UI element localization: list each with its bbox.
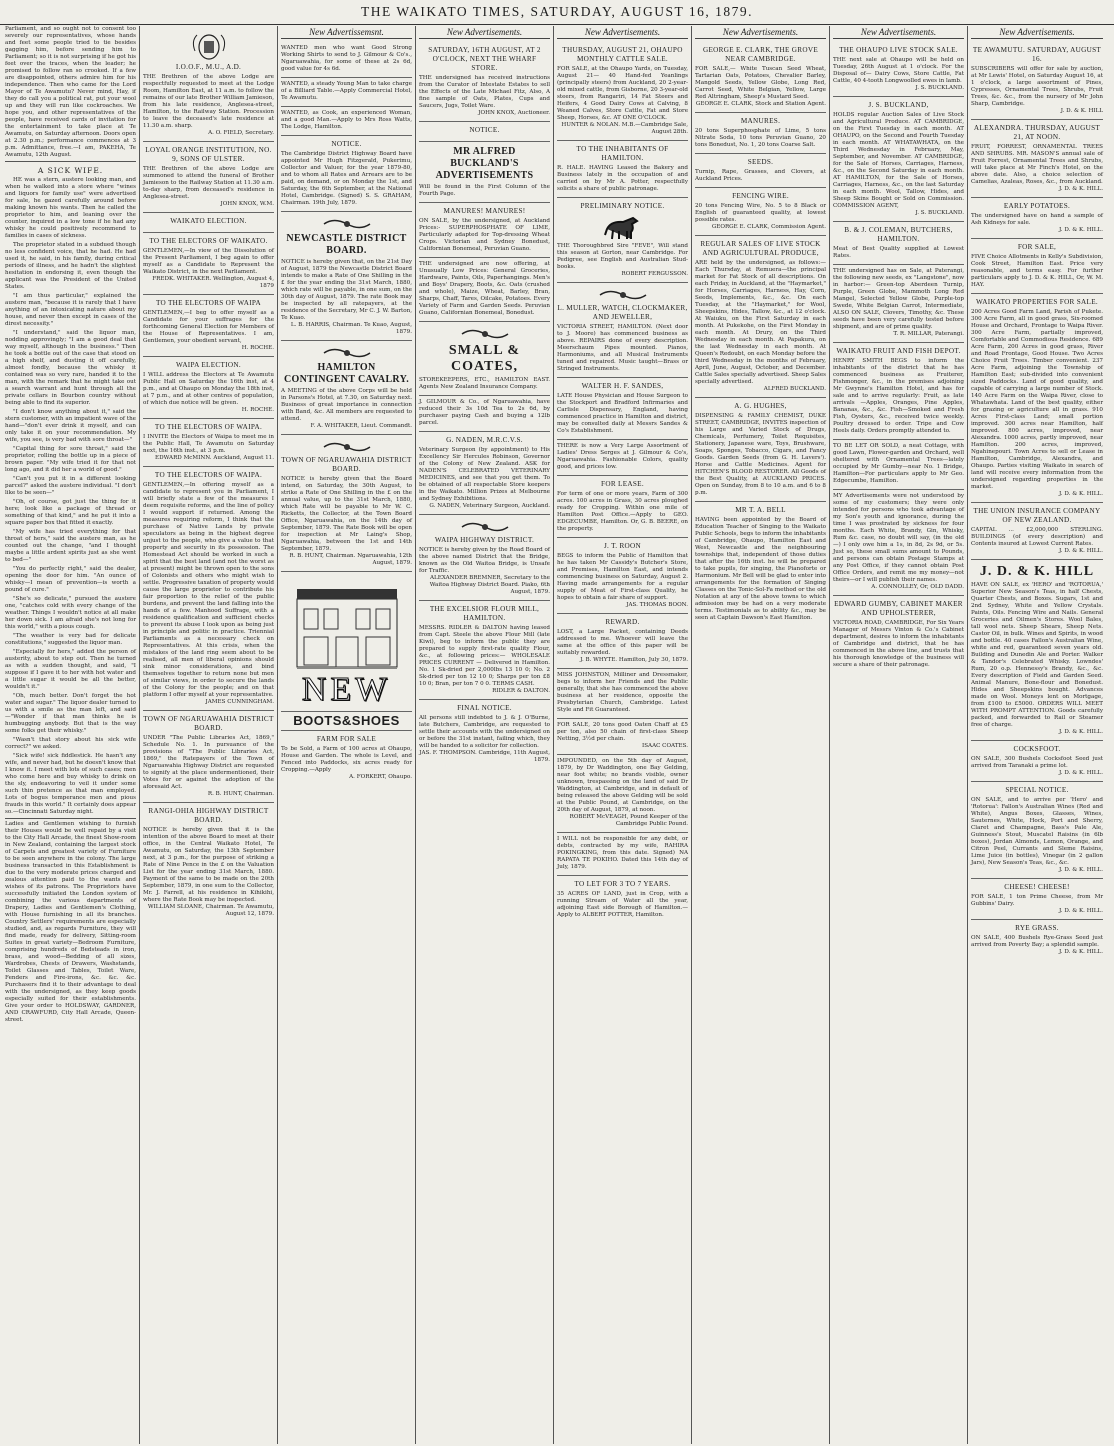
advertisement-title: LOYAL ORANGE INSTITUTION, NO. 9, SONS OF ULSTER.	[145, 146, 272, 163]
story-paragraph: "Wasn't that story about his sick wife correct?" we asked.	[5, 737, 136, 750]
advertisement	[971, 239, 1103, 294]
advertisement	[143, 803, 274, 922]
advertisement-body: HAVING been appointed by the Board of Education Teacher of Singing to the Waikato Public Schools, begs to inform the inhabitants of Cambridge, Ohaupo, Hamilton East and West, Newcastle and the neighbouring townships that, independent of those duties that after the 16th inst. he will be prepared to take pupils, for singing, the Pianoforte or Harmonium. Mr Bell will be glad to enter into arrangements for the formation of Singing Classes on the Tonic-Sol-Fa method or the old Notation at any of the above towns to which admission may be had on a very moderate terms. Testimonials as to ability &c., may be seen at Captain Dawson's East Hamilton.	[695, 517, 826, 621]
advertisement-signature: F. A. WHITAKER, Lieut. Commandt.	[310, 423, 412, 429]
advertisement-title: REWARD.	[605, 618, 640, 626]
advertisement-title: FOR LEASE.	[601, 480, 644, 488]
story-paragraph: "Can't you put it in a different looking parcel?" asked the austere individual. "I don't like to be seen—"	[5, 476, 136, 496]
advertisement-signature: G. NADEN, Veterinary Surgeon, Auckland.	[429, 503, 550, 509]
advertisement-body: 20 tons Fencing Wire, No. 5 to 8 Black or English of guaranteed quality, at lowest possible rates.	[695, 203, 826, 223]
advertisement	[419, 122, 550, 142]
advertisement-signature: J. D. & K. HILL.	[1059, 491, 1103, 497]
advertisement-title: WAIKATO PROPERTIES FOR SALE.	[975, 298, 1099, 306]
advertisement-title: A. G. HUGHES,	[734, 402, 787, 410]
advertisement-body: FRUIT, FORREST, ORNAMENTAL TREES AND SHRUBS. MR. MASON'S annual sale of Fruit Forrest, Ornamental Trees and Shrubs, will take place at Mr Finch's Hotel, on the above date. Also, a choice selection of Camelias, Azaleas, Roses, &c., from Auckland.	[971, 144, 1103, 185]
advertisement	[143, 26, 274, 142]
ornament-icon	[322, 217, 372, 231]
advertisement-title: SMALL & COATES,	[448, 343, 521, 374]
advertisement	[833, 42, 964, 97]
advertisement	[557, 42, 688, 141]
advertisement	[419, 42, 550, 122]
page-columns	[2, 26, 1112, 1444]
story-paragraph: "She's so delicate," pursued the austere one, "catches cold with every change of the weather. Things I wouldn't notice at all make her down sick. I am afraid she's not long for this world," with a pious cough.	[5, 596, 136, 630]
advertisement-signature: ROBERT FERGUSSON.	[621, 271, 688, 277]
advertisement-title: WAIPA ELECTION.	[176, 361, 241, 369]
advertisement-body: MISS JOHNSTON, Milliner and Dressmaker, begs to inform her Friends and the Public generally, that she has commenced the above business at her residence, opposite the Presbyterian Church, Cambridge. Latest Style and Fit Guaranteed.	[557, 672, 688, 713]
column-header: New Advertisements.	[833, 26, 964, 39]
advertisement-signature: J. D. & K. HILL.	[1059, 908, 1103, 914]
advertisement	[281, 435, 412, 572]
advertisement-signature: H. ROCHE.	[241, 345, 274, 351]
advertisement-body: LOST, a Large Packet, containing Deeds addressed to me. Whoever will leave the same at the office of this paper will be suitably rewarded.	[557, 629, 688, 656]
advertisement	[695, 398, 826, 502]
advertisement-signature: R. B. HUNT, Chairman.	[207, 791, 274, 797]
advertisement-body: NOTICE is hereby given that the Board intend, on Saturday, the 30th August, to strike a Rate of One Shilling in the £ on the annual value, up to the 31st March, 1880, which Rate will be payable to Mr W. C. Ricketts, the Collector, at the Town Board Office, Ngaruawahia, on the 14th day of September, 1879. The Rate Book will be open for inspection at Mr Laing's Shop, Ngaruawahia, between the 1st and 14th September, 1879.	[281, 476, 412, 552]
story-body	[5, 177, 136, 816]
advertisement-title: TOWN OF NGARUAWAHIA DISTRICT BOARD.	[143, 715, 274, 732]
advertisement-title: FENCING WIRE.	[732, 192, 789, 200]
advertisement-title: THE OHAUPO LIVE STOCK SALE.	[839, 46, 958, 54]
advertisement-title: FINAL NOTICE.	[457, 704, 512, 712]
advertisement-title: WAIKATO FRUIT AND FISH DEPOT.	[836, 347, 961, 355]
story-paragraph: "Especially for hers," added the person of austerity, about to step out. Then he turned as with a sudden thought, and said, "I suppose if I gave it to her with hot water and a little sugar it would be all the better, wouldn't it."	[5, 649, 136, 690]
advertisement-signature: J. D. & K. HILL.	[1059, 548, 1103, 554]
advertisement-signature: J. D. & K. HILL.	[1059, 186, 1103, 192]
advertisement-signature: A. O. FIELD, Secretary.	[208, 130, 274, 136]
divider	[5, 818, 136, 819]
advertisement-signature: J. D. & K. HILL.	[1059, 729, 1103, 735]
advertisement	[971, 294, 1103, 503]
story-paragraph: "Oh, much better. Don't forget the hot water and sugar." The liquor dealer turned to us with a smile as the man left, and said—"Wonder if that man thinks he is humbugging anybody. But that is the way some folks get their whisky."	[5, 693, 136, 734]
advertisement	[557, 476, 688, 538]
column-2	[140, 26, 278, 1444]
advertisement-title: EDWARD GUMBY, CABINET MAKER AND UPHOLSTERER,	[834, 600, 963, 617]
advertisement-body: LATE House Physician and House Surgeon to the Stockport and Bradford Infirmaries and Carlisle Dispensary, England, having commenced practice in Hamilton and district, may be consulted daily at Messrs Sandes & Co's Establishment.	[557, 393, 688, 434]
advertisement	[281, 107, 412, 136]
advertisement-body: STOREKEEPERS, ETC., HAMILTON EAST. Agents New Zealand Insurance Company.	[419, 377, 550, 390]
advertisement	[971, 503, 1103, 560]
advertisement-signature: WILLIAM SLOANE, Chairman. Te Awamutu, August 12, 1879.	[147, 904, 274, 917]
advertisement-body: MY Advertisements were not understood by some of my customers; they were only intended for persons who took advantage of my Son's youth and ignorance, during the time I was prostrated by sickness for four months. Each White, Brandy, Gin, Whisky, Rum &c. case, no doubt will say, (in the old —) I only owe him a 1s, in 8d, 2s 9d, or 5s. Just so, these small sums amount to Pounds, and persons can obtain Postage Stamps at any Post Office, if they cannot obtain Post Office Orders, and remit me my money—not theirs—or I will publish their names.	[833, 493, 964, 583]
advertisement-body: THE next sale at Ohaupo will be held on Tuesday, 26th August at 1 o'clock. For the Disposal of— Dairy Cows, Store Cattle, Fat Cattle, 40 4-tooth Longwoolled ewes in lamb.	[833, 57, 964, 84]
advertisement-signature: JOHN KNOX, W.M.	[220, 201, 274, 207]
advertisement	[971, 879, 1103, 920]
advertisement	[695, 113, 826, 154]
advertisement	[557, 669, 688, 719]
ornament-icon	[322, 346, 372, 360]
ornament-icon	[460, 327, 510, 341]
advertisement	[281, 712, 412, 731]
advertisement-body: ON SALE, 400 Bushels Rye-Grass Seed just arrived from Poverty Bay; a splendid sample.	[971, 935, 1103, 948]
column-6	[692, 26, 830, 1444]
advertisement-signature: T. R. MILLAR, Paterangi.	[893, 331, 964, 337]
advertisement	[143, 295, 274, 357]
advertisement-body: For term of one or more years, Farm of 300 acres. 100 acres in Grass, 30 acres ploughed ready for Cropping. Within one mile of Hamilton Post Office.—Apply to GEO. EDGECUMBE, Hamilton. Or, G. B. BEERE, on the property.	[557, 491, 688, 532]
advertisement-title: TE AWAMUTU. SATURDAY, AUGUST 16.	[972, 46, 1102, 63]
advertisement	[281, 731, 412, 785]
advertisement-title: SPECIAL NOTICE.	[1005, 786, 1069, 794]
advertisement	[419, 203, 550, 258]
advertisement-body: The undersigned have on hand a sample of Ash Kidneys for sale.	[971, 213, 1103, 226]
advertisement-signature: GEORGE E. CLARK, Stock and Station Agent.	[695, 101, 826, 107]
advertisement-signature: A. FORKERT, Ohaupo.	[349, 774, 412, 780]
advertisement-title: SATURDAY, 16TH AUGUST, AT 2 O'CLOCK, NEXT THE WHARF STORE.	[428, 46, 541, 72]
advertisement	[143, 711, 274, 803]
advertisement	[419, 396, 550, 432]
advertisement-signature: RIDLER & DALTON.	[492, 688, 550, 694]
advertisement-title: HAMILTON CONTINGENT CAVALRY.	[283, 362, 410, 385]
advertisement	[833, 97, 964, 222]
advertisement-signature: ALEXANDER BREMNER, Secretary to the Waitoa Highway District Board. Piako, 6th August, 1879.	[429, 575, 550, 595]
advertisement-title: MR T. A. BELL	[735, 506, 786, 514]
advertisement-body: FOR SALE,— White Tuscan Seed Wheat, Tartarian Oats, Potatoes, Chevalier Barley, Mangold Seeds, Yellow Globe, Long Red, Carrot Seed, White Belgian, Yellow, Large Red Altringham, Sheep's Mustard Seed.	[695, 66, 826, 100]
advertisement-title: SEEDS.	[747, 158, 774, 166]
advertisement-title: RYE GRASS.	[1015, 924, 1059, 932]
advertisement	[695, 154, 826, 188]
story-paragraph: "Capital thing for sore throat," said the proprietor, rolling the bottle up in a piece of brown paper. "My wife tried it for that not long ago, and it did her a world of good."	[5, 446, 136, 473]
advertisement-body: IMPOUNDED, on the 5th day of August, 1879, by Dr Waddington, one Bay Gelding, near foot white; no brands visible, owner unknown, trespassing on the land of said Dr Waddington, at Cambridge, and in default of being released the above Gelding will be sold at the Public Pound, at Cambridge, on the 20th day of August, 1879, at noon.	[557, 758, 688, 813]
masthead: THE WAIKATO TIMES, SATURDAY, AUGUST 16, 1879.	[0, 0, 1114, 25]
advertisement-title: MANURES.	[740, 117, 781, 125]
advertisement	[971, 741, 1103, 782]
advertisement-body: THE undersigned has received instructions from the Curator of Intestate Estates to sell the Effects of the Late Michael Fitz, Also, A fine sample of Oats, Plates, Cups and Saucers, Jugs, Toilet Ware.	[419, 75, 550, 109]
advertisement	[419, 142, 550, 203]
advertisement	[557, 755, 688, 833]
advertisement	[419, 322, 550, 396]
advertisement-body: THERE is now a Very Large Assortment of Ladies' Dress Serges at J. Gilmour & Co's, Ngaruawahia. Fashionable Colors, quality good, and prices low.	[557, 443, 688, 470]
advertisement	[971, 560, 1103, 741]
advertisement	[143, 213, 274, 233]
story-paragraph: "Sick wife! sick fiddlestick. He hasn't any wife, and never had, but he doesn't know that I know it. I meet with lots of such cases; men who come here and buy whisky to drink on the sly, endeavoring to veil it under some such thin pretence as that man employed. Lots of bogus temperance men and pious frauds in this world." It certainly does appear so.—Cincinnati Saturday night.	[5, 753, 136, 815]
advertisement	[833, 343, 964, 440]
advertisement-signature: J. D. & K. HILL.	[1059, 770, 1103, 776]
advertisement-title: THE EXCELSIOR FLOUR MILL, HAMILTON.	[429, 605, 540, 622]
lodge-crest-icon	[189, 31, 229, 61]
advertisement	[695, 502, 826, 626]
advertisement	[143, 467, 274, 711]
advertisement-signature: J. D. & K. HILL.	[1059, 227, 1103, 233]
advertisement-body: FOR SALE, 1 ton Prime Cheese, from Mr Gubbins' Dairy.	[971, 894, 1103, 907]
column-header: New Advertisements.	[557, 26, 688, 39]
advertisement-body: FOR SALE, 20 tons good Oaten Chaff at £5 per ton, also 50 chain of first-class Sheep Netting, 3½d per chain.	[557, 722, 688, 742]
advertisement-title: COCKSFOOT.	[1013, 745, 1061, 753]
advertisement-title: TOWN OF NGARUAWAHIA DISTRICT BOARD.	[281, 456, 412, 473]
advertisement	[281, 572, 412, 712]
advertisement	[557, 440, 688, 476]
advertisement-body: HENRY SMITH BEGS to inform the inhabitants of the district that he has commenced business as Fruiterer, Fishmonger, &c., in the premises adjoining Mr Gwynne's Hamilton Hotel, and has for sale and to arrive regularly: Fruit, as late arrivals —Apples, Oranges, Pine Apples, Bananas, &c., &c. Fish—Smoked and Fresh Fish, Oysters, &c., received twice weekly. Poultry dressed to order. Tripe and Cow Heels daily. Orders promptly attended to.	[833, 358, 964, 434]
advertisement-body: A MEETING of the above Corps will be held in Parsons's Hotel, at 7.30, on Saturday next. Business of great importance in connection with Band, &c. All members are requested to attend.	[281, 388, 412, 422]
story-paragraph: HE was a stern, austere looking man, and when he walked into a store where "wines and liquors for family use" were advertised for sale, he gazed carefully around before making known his wants. Then he called the proprietor to him, and leaning over the counter, inquired in a low tone if he had any whisky he could positively recommend to families in cases of sickness.	[5, 177, 136, 239]
advertisement-body: All persons still indebted to J. & J. O'Burne, late Butchers, Cambridge, are requested to settle their accounts with the undersigned on or before the 31st instant, failing which, they will be handed to a solicitor for collection.	[419, 715, 550, 749]
advertisement-body: FIVE Choice Allotments in Kelly's Subdivision, Cook Street, Hamilton East. Price very reasonable, and terms easy. For further particulars apply to J. D. & K. HILL, Or, W. M. HAY.	[971, 254, 1103, 288]
advertisement	[557, 378, 688, 440]
store-building-icon	[292, 579, 402, 669]
advertisement-title: NOTICE.	[331, 140, 362, 148]
ornament-icon	[598, 288, 648, 302]
advertisement-title: TO THE ELECTORS OF WAIKATO.	[149, 237, 268, 245]
advertisement-title: TO THE ELECTORS OF WAIPA	[155, 299, 262, 307]
advertisement-title: NEWCASTLE DISTRICT BOARD.	[286, 233, 407, 256]
story-paragraph: "My wife has tried everything for that throat of hers," said the austere man, as he counted out the change, "and I thought maybe a little ardent spirits just as she went to bed—"	[5, 529, 136, 563]
advertisement-body: NOTICE is hereby given that it is the intention of the above Board to meet at their office, in the Central Waikato Hotel, Te Awamutu, on Saturday, the 13th September next, at 3 p.m., for the purpose of striking a Rate of Nine Pence in the £ on the Valuation List for the year ending 31st March, 1880. Payment of the same to be made on the 20th September, 1879, in one sum to the Collector, Mr. J. Farrell, at his residence in Kihikihi, where the Rate Book may be inspected.	[143, 827, 274, 903]
advertisement	[557, 719, 688, 755]
story-lead: Parliament, and so ought not to consent too severely our representatives, whose hands and feet some people tried to tie besides gagging him, before sending him to Parliament; so it is not surprising if he got his feet over the traces, when the leader; he promised to follow ran so crooked. If a few are disappointed, others admire him for his independence. Then who came for the Lord Mayor of Te Awamutu? Never mind, Hay, if they do call you a political rat, put your wool up and they will run like cockroaches. We hope you, and other representatives of the people, have received cards of invitation for the entertainment to take place at Te Awamutu, on Saturday afternoon. Doors open at 2.30 p.m.; performance commences at 3 p.m. Admittance, free.—I am, PAKEHA, Te Awamutu, 12th August.	[5, 26, 136, 158]
advertisement-signature: ISAAC COATES.	[641, 743, 688, 749]
advertisement-title: GEORGE E. CLARK, THE GROVE NEAR CAMBRIDGE.	[702, 46, 819, 63]
advertisement-title: MANURES! MANURES!	[443, 207, 526, 215]
advertisement	[833, 490, 964, 596]
advertisement-body: THE Brethren of the above Lodge are respectfully requested to meet at the Lodge Room, Hamilton East, at 11 a.m. to follow the remains of our late Brother William Jamieson, from his late residence, Anglesea-street, Hamilton, to the Railway Station. Procession to leave the deceased's late residence at 11.30 a.m. sharp.	[143, 74, 274, 129]
advertisement	[143, 419, 274, 467]
advertisement-body: CAPITAL ... £2,000,000 STERLING. BUILDINGS (of every description) and Contents insured at Lowest Current Rates.	[971, 527, 1103, 547]
advertisement-body: GENTLEMEN,—In offering myself as a candidate to represent you in Parliament, I will briefly state a few of the measures I deem requisite reforms, and the line of policy I would support if returned. Among the measures requiring reform, I think that the purchase of Native Lands by private speculators as being in the highest degree unjust to the people, who give a value to that property and security in its possession. The Homestead Act should be worked in such a spirit that the best land (and not the worst as at present) might be thrown open to the sons of Colonists and others who might wish to settle. Progressive taxation of property would cause the large proprietor to contribute his fair proportion to the relief of the public burdens, and prevent the land falling into the hands of a few. Manhood Suffrage, with a residence qualification and sufficient checks to prevent its abuse I look upon as being just in principle and politic in practice. Triennial Parliaments as a necessary check on Representatives. At this crisis, when the mistakes of the land ring seem about to be realised, all men of liberal opinions should sink minor considerations, and bind themselves together to return none but men of similar views, in order to secure the lands of the Colony for the people; and on that platform I offer myself at your representative.	[143, 482, 274, 698]
advertisement-body: ON SALE, 300 Bushels Cocksfoot Seed just arrived from Taranaki a prime lot.	[971, 756, 1103, 769]
advertisement-title: J. T. ROON	[603, 542, 642, 550]
advertisement-signature: J. B. WHYTE. Hamilton, July 30, 1879.	[580, 657, 688, 663]
advertisement-body: NOTICE is hereby given that, on the 21st Day of August, 1879 the Newcastle District Board intends to make a Rate of One Shilling in the £ for the year ending the 31st March, 1880, which rate will be payable, in one sum, on the 30th day of August, 1879. The rate Book may be inspected by all ratepayers, at the residence of the Secretary, Mr C. J. W. Barton, Te Kuao.	[281, 259, 412, 321]
advertisement-body: UNDER "The Public Libraries Act, 1869," Schedule No. 1. In pursuance of the provisions of "The Public Libraries Act, 1869," the Ratepayers of the Town of Ngaruawahia Highway District are requested to signify at the place undermentioned, their Votes for or against the adoption of the aforesaid Act.	[143, 735, 274, 790]
advertisement	[557, 538, 688, 614]
advertisement	[281, 42, 412, 78]
advertisement	[695, 236, 826, 398]
advertisement	[281, 341, 412, 435]
advertisement-body: DISPENSING & FAMILY CHEMIST, DUKE STREET, CAMBRIDGE, INVITES inspection of his Large and Varied Stock of Drugs, Chemicals, Perfumery, Toilet Requisites, Stationery, Japanese ware, Toys, Brushware, Soaps, Sponges, Tobacco, Cigars, and Fancy Goods. Garden Seeds (from G. H. Lavers'). Horse and Cattle Medicines. Agent for HITCHEN'S BLOOD RESTORER. All Goods of the Best Quality, at AUCKLAND PRICES. Open on Sunday, from 8 to 10 a.m. and 6 to 8 p.m.	[695, 413, 826, 496]
column-7	[830, 26, 968, 1444]
advertisement-body: I WILL not be responsible for any debt, or debts, contracted by my wife, RAHIRA POKINGKING, from this date. Signed) NA RAPATA TE POKIHO. Dated this 14th day of July, 1879.	[557, 836, 688, 870]
advertisement-body: MESSRS. RIDLER & DALTON having leased from Capt. Steele the above Flour Mill (late Kiwi), beg to inform the public they are prepared to supply first-rate quality Flour, &c., at following prices:— WHOLESALE PRICES CURRENT — Delivered in Hamilton. No. 1 Sk-dried per 2,000lbs 13 10 0; No. 2 Sk-dried per ton 12 10 0; Sharps per ton £8 10 0; Bran, per ton 7 0 0. TERMS CASH.	[419, 625, 550, 687]
advertisement-body: NOTICE is hereby given by the Road Board of the above named District that the Bridge, known as the Old Waitoa Bridge, is Unsafe for Traffic.	[419, 547, 550, 574]
closing-advertisement: Ladies and Gentlemen wishing to furnish their Houses would be well repaid by a visit to the City Hall Arcade, the finest Show-room in New Zealand, containing the largest stock of Carpets and greatest variety of Furniture to be seen anywhere in the colony. The large business transacted in this Establishment is due to the very moderate prices charged and zealous attention paid to the wants and wishes of its patrons. The Proprietors have successfully initiated the London system of combining the various departments of Drapery, Ladies and Gentlemen's Clothing, with House furnishing in all its branches. Country Settlers' requirements are especially studied, and, as regards Furniture, they will find made, ready for delivery, Sitting-room Suites in great variety—Bedroom Furniture, comprising hundreds of Bedsteads in iron, brass, and wood—Bedding of all sizes, Wardrobes, Chests of Drawers, Washstands, Toilet Glasses and Tables, Toilet Ware, Fenders and Fire-irons, &c. &c. &c. Purchasers find it to their advantage to deal with the undersigned, as they keep goods especially suited for their establishments. Give your order to HOLDSWAY, GARDNER, AND CRAWFURD, City Hall Arcade, Queen-street.	[5, 821, 136, 1023]
advertisement-title: MR ALFRED BUCKLAND'S ADVERTISEMENTS	[435, 146, 534, 181]
advertisement-title: J. S. BUCKLAND,	[868, 101, 929, 109]
advertisement	[833, 440, 964, 490]
advertisement	[833, 222, 964, 265]
advertisement-title: FOR SALE,	[1017, 243, 1057, 251]
advertisement	[557, 614, 688, 669]
advertisement-body: THE undersigned are now offering, at Unusually Low Prices: General Groceries, Hardware, Paints, Oils, Paperhangings. Men's and Boys' Drapery, Boots, &c. Oats (crushed and whole), Maize, Wheat, Barley, Bran, Sharps, Chaff, Tares, Oilcake, Potatoes. Every Variety of Farm and Garden Seeds. Peruvian Guano, Californian Bonemeal, Bonedust.	[419, 261, 550, 316]
advertisement-title: TO THE ELECTORS OF WAIPA.	[154, 423, 263, 431]
advertisement-signature: EDWARD McMINN. Auckland, August 11.	[155, 455, 274, 461]
column-header: New Advertisements.	[971, 26, 1103, 39]
advertisement-title: WALTER H. F. SANDES,	[581, 382, 664, 390]
advertisement-body: WANTED, as Cook, an experienced Woman, and a good Man.—Apply to Mrs Ross Watts, The Lodge, Hamilton.	[281, 110, 412, 130]
column-header: New Advertissemsnt.	[281, 26, 412, 39]
advertisement-title: RANGI-OHIA HIGHWAY DISTRICT BOARD.	[148, 807, 269, 824]
column-header: New Advertisements.	[419, 26, 550, 39]
advertisement-title: WAIPA HIGHWAY DISTRICT.	[434, 536, 535, 544]
advertisement-signature: FREDK. WHITAKER. Wellington, August 4, 1879	[152, 276, 274, 289]
advertisement-body: Meat of Best Quality supplied at Lowest Rates.	[833, 246, 964, 259]
advertisement-body: VICTORIA ROAD, CAMBRIDGE, For Six Years Manager of Messrs Vinton & Co.'s Cabinet department, desires to inform the inhabitants of Cambridge and district, that he has commenced in the above line, and trusts that his thorough knowledge of the business will secure a share of their patronage.	[833, 620, 964, 668]
advertisement	[419, 258, 550, 322]
story-paragraph: "I am thus particular," explained the austere man, "because it is rarely that I have anything of an intoxicating nature about my house, and never then except in cases of the direst necessity."	[5, 293, 136, 327]
column-5	[554, 26, 692, 1444]
advertisement	[557, 198, 688, 283]
advertisement	[971, 42, 1103, 120]
advertisement-body: FOR SALE, at the Ohaupo Yards, on Tuesday, August 21— 40 Hand-fed Yeanlings (principally steers) from Auckland, 20 2-year-old mixed cattle, from Gisborne, 20 3-year-old steers, from Rangariri, 14 Fat Steers and Heifers, 4 Good Dairy Cows at Calving, 8 Weaned Calves, Store Cattle, Fat and Store Sheep, Horses, &c. AT ONE O'CLOCK.	[557, 66, 688, 121]
advertisement	[419, 700, 550, 768]
advertisement-title: THURSDAY, AUGUST 21, OHAUPO MONTHLY CATTLE SALE.	[562, 46, 683, 63]
advertisement	[143, 142, 274, 213]
advertisement-body: SUBSCRIBERS will offer for sale by auction, at Mr Lewis' Hotel, on Saturday August 16, at 1 o'clock, a large assortment of Pines, Cypresses, Ornamental Trees, Shrubs, Fruit Trees, &c. &c., from the nursery of Mr John Sharp, Cambridge.	[971, 66, 1103, 107]
advertisement	[143, 357, 274, 419]
advertisement-signature: HUNTER & NOLAN. M.B.—Cambridge Sale, August 28th.	[561, 122, 688, 135]
story-title: A SICK WIFE.	[37, 166, 104, 175]
advertisement-body: BEGS to inform the Public of Hamilton that he has taken Mr Cassidy's Butcher's Store, and Premises, Hamilton East, and intends commencing business on Saturday, August 2. Having made arrangements for a regular supply of Meat of First-class Quality, he hopes to obtain a fair share of support.	[557, 553, 688, 601]
advertisement-title: TO THE INHABITANTS OF HAMILTON.	[576, 145, 669, 162]
advertisement-body: Veterinary Surgeon (by appointment) to His Excellency Sir Hercules Robinson, Governor of the Colony of New Zealand. ASK for NADEN'S CELEBRATED VETERINARY MEDICINES, and see that you get them. To be obtained of all respectable Store keepers in the Waikato. Million Prizes at Melbourne and Sydney Exhibitions.	[419, 447, 550, 502]
advertisement-title: J. D. & K. HILL	[979, 564, 1095, 579]
advertisement	[557, 283, 688, 378]
story-paragraph: "I don't know anything about it," said the stern customer, with an impatient wave of the hand—"don't ever drink it myself, and can only take it on your recommendation. My wife, you see, is very bad with sore throat—"	[5, 409, 136, 443]
advertisement-body: HAVE ON SALE, ex 'HERO' and 'ROTORUA,' Superior New Season's Teas, in half Chests, Quarter Chests, and Boxes. Sugars, 1st and 2nd Sydney, White and Yellow Crystals. Paints, Oils. Fencing Wire and Nails. General Groceries and Oilmen's Stores. Wool Bales, tall wool nets. Sheep Shears, Sheep Nets. Castor Oil, in bulk. Wines and Spirits, in wood and bottle. 40 cases Fallon's Australian Wine, white and red, guaranteed seven years old. Building and Dunedin Ale and Porter. Walker & Tandor's Celebrated Whisky. Lowndes' Rum, 20 o.p. Hennessy's Brandy, &c., &c. Every description of Field and Garden Seed. Animal Manure, Bone-flour and Bonedust. Hides and Sheepskins bought. Advances made on Wool. Moneys lent on Mortgage, from £100 to £5000. ORDERS WILL MEET WITH PROMPT ATTENTION. Goods carefully packed, and forwarded to Rail or Steamer free of charge.	[971, 582, 1103, 728]
advertisement-signature: L. B. HARRIS, Chairman. Te Kuao, August, 1879.	[290, 322, 412, 335]
advertisement-title: I.O.O.F., M.U., A.D.	[175, 63, 242, 71]
advertisement-body: J. GILMOUR & Co., of Ngaruawahia, have reduced their 3s 10d Tea to 2s 6d, by purchaser paying Cash and buying a 12lb parcel.	[419, 399, 550, 426]
advertisement-body: To be Sold, a Farm of 100 acres at Ohaupo, House and Garden. The whole is Level, and Fenced into Paddocks, six acres ready for Cropping.—Apply	[281, 746, 412, 773]
advertisement-body: The Cambridge District Highway Board have appointed Mr Hugh Fitzgerald, Pukerimu, Collector and Valuer, for the year 1879-80, and to whom all Rates and Arrears are to be paid, on demand, or on Monday the 1st, and Saturday, the 6th September, at the National Hotel, Cambridge. (Signed) S. S. GRAHAM, Chairman. 19th July, 1879.	[281, 151, 412, 206]
advertisement-body: Turnip, Rape, Grasses, and Clovers, at Auckland Prices.	[695, 169, 826, 182]
advertisement-body: I INVITE the Electors of Waipa to meet me in the Public Hall, Te Awamutu on Saturday next, the 16th inst., at 3 p.m.	[143, 434, 274, 454]
story-paragraph: "The weather is very bad for delicate constitutions," suggested the liquor man.	[5, 633, 136, 646]
advertisement-title: G. NADEN, M.R.C.V.S.	[446, 436, 523, 444]
advertisement-title: PRELIMINARY NOTICE.	[580, 202, 665, 210]
divider	[5, 161, 136, 162]
advertisement-signature: J. S. BUCKLAND.	[915, 85, 964, 91]
advertisement-body: THE undersigned has on Sale, at Paterangi, the following new seeds, ex "Langstone", now in harbor:— Green-top Aberdeen Turnip, Purple, Green Globe, Mammoth Long Red Mangel, Selected Yellow Globe, Purple-top Swede, White Belgian Carrot, Intermediate, ALSO ON SALE, Clovers, Timothy, &c. These seeds have been very carefully tested before shipment, and are of prime quality.	[833, 268, 964, 330]
advertisement-body: ON SALE, by the undersigned, at Auckland Prices:- SUPERPHOSPHATE OF LIME, Particularly adapted for Top-dressing Wheat Crops. Victorian and Sydney Bonedust, Californian Bonemeal, Peruvian Guano.	[419, 218, 550, 252]
advertisement-body: WANTED men who want Good Strong Working Shirts to send to J. Gilmour & Co's., Ngaruawahia, for some of these at 2s 6d, good value for 4s 6d.	[281, 45, 412, 72]
advertisement-title: ALEXANDRA. THURSDAY, AUGUST 21, AT NOON.	[973, 124, 1101, 141]
advertisement-body: HOLDS regular Auction Sales of Live Stock and Agricultural Produce. AT CAMBRIDGE, on the First Tuesday in each month. AT OHAUPO, on the Second and Fourth Tuesday in each month. AT WHATAWHATA, on the Third Wednesday in February, May, September, and November. AT CAMBRIDGE, for the Sale of Horses, Carriages, Harness, &c., on the Second Saturday in each month. AT HAMILTON, for the Sale of Horses, Carriages, Harness, &c., on the last Saturday in each month. Wool, Tallow, Hides, and Sheep Skins Bought or Sold on Commission. COMMISSION AGENT,	[833, 112, 964, 209]
advertisement-title: TO LET FOR 3 TO 7 YEARS.	[574, 880, 671, 888]
advertisement-signature: R. B. HUNT, Chairman. Ngaruawahia, 12th August, 1879.	[289, 553, 412, 566]
advertisement-signature: J. D. & K. HILL	[1060, 108, 1103, 114]
advertisement	[281, 212, 412, 341]
advertisement	[557, 876, 688, 923]
advertisement-signature: JAS. F. THOMPSON. Cambridge, 11th August, 1879.	[419, 750, 550, 763]
advertisement-body: R. HALE. HAVING Leased the Bakery and Business lately in the occupation of and carried on by Mr A. Potter, respectfully solicits a share of public patronage.	[557, 165, 688, 192]
advertisement-signature: A. CONNOLLEY, Or, OLD DADD.	[871, 584, 964, 590]
advertisement-signature: ALFRED BUCKLAND.	[763, 386, 826, 392]
story-paragraph: "You do perfectly right," said the dealer, opening the door for him. "An ounce of whisky—I mean of prevention—is worth a pound of cure."	[5, 566, 136, 593]
horse-icon	[601, 213, 645, 241]
advertisement	[419, 515, 550, 601]
advertisement-title: WAIKATO ELECTION.	[170, 217, 247, 225]
story-paragraph: "I understand," said the liquor man, nodding approvingly; "I am a good deal that way myself, although in the business." Then he took a bottle out of the case that stood on a high shelf, and dusting it off carefully, almost fondly, because the whisky it contained was so very rare, handed it to the man, with the remark that he might take out a search warrant and hunt through all the private cellars in Bourbon country without being able to find its superior.	[5, 330, 136, 406]
advertisement-signature: H. ROCHE.	[241, 407, 274, 413]
advertisement-title: B. & J. COLEMAN, BUTCHERS, HAMILTON.	[844, 226, 953, 243]
advertisement	[695, 42, 826, 113]
advertisement	[281, 78, 412, 107]
advertisement-body: 35 ACRES OF LAND, just in Crop, with a running Stream of Water all the year, adjoining East side Borough of Hamilton.—Apply to ALBERT POTTER, Hamilton.	[557, 891, 688, 918]
advertisement-body: 200 Acres Good Farm Land, Parish of Pukete. 300 Acre Farm, all in good grass, Six-roomed House and Orchard, Frontage to Waipa River. 300 Acre Farm, partially improved, Comfortable and Commodious Residence. 689 Acre Farm, 200 Acres in good grass, River and Road Frontage, Good House. Two Acres Choice Fruit Trees. Timber convenient. 237 Acre Farm, adjoining the Township of Hamilton East; sub-divided into convenient sized Paddocks. Land of good quality, and capable of carrying a large number of Stock. 140 Acre Farm on the Waipa River, close to Whatawhata. Land of the best quality, either for grazing or agriculture all in grass. 910 Acres First-class Land; small portion improved. 300 acres near Hamilton, half improved. 800 acres, improved, near Alexandra. 1000 acres, partly improved, near Hamilton. 200 acres, improved, Ngahinepouri. Town Acres to sell or Lease in Hamilton, Cambridge, Alexandra, and Ohaupo. Parties visiting Waikato in search of land will receive every information from the undersigned regarding properties in the market.	[971, 309, 1103, 490]
advertisement	[971, 782, 1103, 879]
column-header: New Advertisements.	[695, 26, 826, 39]
advertisement-signature: GEORGE E. CLARK, Commission Agent.	[711, 224, 826, 230]
advertisement	[143, 233, 274, 295]
advertisement-title: CHEESE! CHEESE!	[1004, 883, 1070, 891]
advertisement	[281, 136, 412, 212]
advertisement-body: THE Thoroughbred Sire "FEVE", Will stand this season at Gorton, near Cambridge. For Pedigree, see English and Australian Stud-books.	[557, 243, 688, 270]
advertisement-signature: JOHN KNOX, Auctioneer.	[478, 110, 550, 116]
advertisement	[971, 198, 1103, 239]
advertisement-body: VICTORIA STREET, HAMILTON. (Next door to J. Moore) has commenced business as above. REPAIRS done of every description. Meerschaum Pipes mounted. Pianos, Harmoniums, and all Musical Instruments tuned and repaired. Music taught—Brass or Stringed Instruments.	[557, 324, 688, 372]
ornament-icon	[460, 520, 510, 534]
advertisement-body: THE Brethren of the above Lodge are summoned to attend the funeral of Brother Jamieson to the Railway Station at 11.30 a.m. to-day sharp, from deceased's residence in Anglesea-street.	[143, 166, 274, 200]
advertisement	[419, 601, 550, 700]
advertisement-body: GENTLEMEN,—I beg to offer myself as a Candidate for your suffrages for the forthcoming General Election for Members of the House of Representatives. I am, Gentlemen, your obedient servant,	[143, 310, 274, 344]
advertisement-title: REGULAR SALES OF LIVE STOCK AND AGRICULTURAL PRODUCE,	[700, 240, 821, 257]
column-4	[416, 26, 554, 1444]
column-8	[968, 26, 1106, 1444]
story-paragraph: The proprietor stated in a subdued though no less confident voice, that he had. He had used it, he said, in his family, during critical periods of illness, and he hadn't the slightest hesitation in endorsing it, even though the applicant was the President of the United States.	[5, 242, 136, 290]
column-3	[278, 26, 416, 1444]
advertisement-title: EARLY POTATOES.	[1003, 202, 1071, 210]
advertisement-signature: J. D. & K. HILL.	[1059, 949, 1103, 955]
advertisement-body: 20 tons Superphosphate of Lime, 5 tons Nitrate Soda, 10 tons Peruvian Guano, 20 tons Bonedust, No. 1, 20 tons Coarse Salt.	[695, 128, 826, 148]
advertisement-signature: JAS. THOMAS BOON.	[626, 602, 688, 608]
boots-shoes-banner: BOOTS&SHOES	[293, 713, 400, 728]
advertisement-signature: J. S. BUCKLAND.	[915, 210, 964, 216]
advertisement	[971, 920, 1103, 960]
advertisement-body: Will be found in the First Column of the Fourth Page.	[419, 184, 550, 197]
advertisement-title: THE UNION INSURANCE COMPANY OF NEW ZEALAND.	[973, 507, 1101, 524]
advertisement	[833, 596, 964, 673]
advertisement-title: TO THE ELECTORS OF WAIPA.	[154, 471, 263, 479]
advertisement	[695, 188, 826, 236]
advertisement-signature: JAMES CUNNINGHAM.	[205, 699, 274, 705]
advertisement-body: ARE held by the undersigned, as follows:— Each Thursday, at Remuera—the principal market for Fat Stock of all descriptions. On each Friday, in Auckland, at the "Haymarket," for Horses, Carriages, Harness, Hay, Corn, Seeds, Implements, &c., &c. On each Tuesday, at the "Haymarket," for Wool, Sheepskins, Hides, Tallow, &c., at 12 o'clock. At Waiuku, on the First Saturday in each month. At Pukekohe, on the First Monday in each month. At Drury, on the Third Wednesday in each month. At Papakura, on the last Wednesday in each month. At Queen's Redoubt, on each Monday before the third Wednesday in the months of February, April, June, August, October, and December. Cattle Sales specially advertised. Sheep Sales specially advertised.	[695, 260, 826, 385]
advertisement	[419, 432, 550, 515]
advertisement-title: FARM FOR SALE	[316, 735, 377, 743]
advertisement-title: NOTICE.	[469, 126, 500, 134]
advertisement	[557, 833, 688, 876]
advertisement	[833, 265, 964, 343]
advertisement-body: GENTLEMEN,—In view of the Dissolution of the Present Parliament, I beg again to offer myself as a Candidate to Represent the Waikato District, in the next Parliament.	[143, 248, 274, 275]
advertisement	[557, 141, 688, 198]
story-paragraph: "Oh, of course, got just the thing for it here; look like a package of thread or something of that kind," and he put it into a square paper box that fitted it exactly.	[5, 499, 136, 526]
new-banner: NEW	[301, 671, 392, 708]
column-1	[2, 26, 140, 1444]
advertisement-signature: ROBERT McVEAGH, Pound Keeper of the Cambridge Public Pound.	[569, 814, 688, 827]
advertisement-title: L. MULLER, WATCH, CLOCKMAKER, AND JEWELLER,	[557, 304, 688, 321]
advertisement	[971, 120, 1103, 198]
advertisement-body: WANTED, a steady Young Man to take charge of a Billiard Table.—Apply Commercial Hotel, Te Awamutu.	[281, 81, 412, 101]
advertisement-body: TO BE LET OR SOLD, a neat Cottage, with good Lawn, Flower-garden and Orchard, well sheltered with Ornamental Trees—lately occupied by Mr Gumby—near No. 1 Bridge, Hamilton—For particulars apply to Mr Geo. Edgecumbe, Hamilton.	[833, 443, 964, 484]
advertisement-body: ON SALE, and to arrive per 'Hero' and 'Rotorua': Fallon's Australian Wines (Red and White), Angus Boxes, Glasses, Wines, Sauternes, White, Hock, Port and Sherry, Claret and Champagne, Bass's Pale Ale, Guinness's Stout, Muscatel Raisins (in 6lb boxes), Jordan Almonds, Lemon, Orange, and Citron Peel, Currants and Sleme Raisins, Lime Juice (in bottles), Vinegar (in 2 gallon Jars), New Season's Teas, &c., &c.	[971, 797, 1103, 866]
advertisement-signature: J. D. & K. HILL.	[1059, 867, 1103, 873]
ornament-icon	[322, 440, 372, 454]
advertisement-body: I WILL address the Electors at Te Awamutu Public Hall on Saturday the 16th inst, at 4 p.m., and at Ohaupo on Monday the 18th inst, at 7 p.m., and at other centres of population, of which due notice will be given.	[143, 372, 274, 406]
